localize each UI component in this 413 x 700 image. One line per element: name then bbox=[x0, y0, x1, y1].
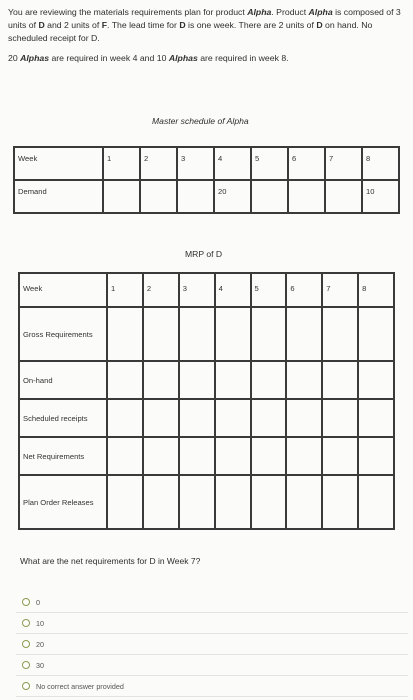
radio-icon[interactable] bbox=[22, 661, 30, 669]
demand-cell: 10 bbox=[362, 180, 399, 213]
intro-text: and 2 units of bbox=[44, 20, 102, 30]
master-schedule-title: Master schedule of Alpha bbox=[152, 116, 249, 126]
intro-text: are required in week 4 and 10 bbox=[49, 53, 169, 63]
week-cell: 5 bbox=[251, 147, 288, 180]
question-text: What are the net requirements for D in Week 7? bbox=[20, 556, 201, 566]
mrp-cell[interactable] bbox=[143, 307, 179, 361]
mrp-cell[interactable] bbox=[215, 307, 251, 361]
mrp-cell[interactable] bbox=[358, 437, 394, 475]
gross-requirements-label: Gross Requirements bbox=[19, 307, 107, 361]
mrp-cell[interactable] bbox=[286, 307, 322, 361]
mrp-week-cell: 2 bbox=[143, 273, 179, 307]
mrp-week-cell: 7 bbox=[322, 273, 358, 307]
mrp-cell[interactable] bbox=[322, 307, 358, 361]
mrp-cell[interactable] bbox=[251, 307, 287, 361]
mrp-cell[interactable] bbox=[215, 475, 251, 529]
demand-cell: 20 bbox=[214, 180, 251, 213]
answer-label: 30 bbox=[36, 660, 44, 670]
week-cell: 6 bbox=[288, 147, 325, 180]
mrp-cell[interactable] bbox=[215, 399, 251, 437]
radio-icon[interactable] bbox=[22, 640, 30, 648]
mrp-cell[interactable] bbox=[107, 437, 143, 475]
master-schedule-table bbox=[13, 146, 400, 214]
intro-text: on hand. No scheduled receipt for D. bbox=[8, 20, 373, 43]
answer-option-none[interactable] bbox=[16, 676, 408, 697]
mrp-gross-row bbox=[19, 307, 394, 361]
mrp-cell[interactable] bbox=[143, 361, 179, 399]
intro-text: Alpha bbox=[308, 7, 333, 17]
answer-option-20[interactable] bbox=[16, 634, 408, 655]
answer-label: 10 bbox=[36, 618, 44, 628]
radio-icon[interactable] bbox=[22, 682, 30, 690]
mrp-week-row bbox=[19, 273, 394, 307]
intro-paragraph-1 bbox=[8, 6, 408, 45]
mrp-net-row bbox=[19, 437, 394, 475]
week-cell: 2 bbox=[140, 147, 177, 180]
mrp-cell[interactable] bbox=[322, 475, 358, 529]
master-schedule-demand-row bbox=[14, 180, 399, 213]
mrp-week-label: Week bbox=[19, 273, 107, 307]
intro-paragraph-2 bbox=[8, 52, 408, 65]
mrp-cell[interactable] bbox=[251, 475, 287, 529]
mrp-cell[interactable] bbox=[322, 437, 358, 475]
mrp-week-cell: 8 bbox=[358, 273, 394, 307]
intro-text: is one week. There are 2 units of bbox=[185, 20, 317, 30]
mrp-cell[interactable] bbox=[215, 437, 251, 475]
mrp-cell[interactable] bbox=[286, 437, 322, 475]
mrp-cell[interactable] bbox=[286, 361, 322, 399]
mrp-cell[interactable] bbox=[143, 437, 179, 475]
answer-option-10[interactable] bbox=[16, 613, 408, 634]
mrp-cell[interactable] bbox=[107, 361, 143, 399]
mrp-cell[interactable] bbox=[286, 475, 322, 529]
intro-text: D bbox=[316, 20, 323, 30]
intro-text: 20 bbox=[8, 53, 21, 63]
mrp-table bbox=[18, 272, 395, 530]
demand-label: Demand bbox=[14, 180, 103, 213]
mrp-week-cell: 5 bbox=[251, 273, 287, 307]
intro-text: are required in week 8. bbox=[197, 53, 289, 63]
intro-text: F bbox=[101, 20, 108, 30]
demand-cell bbox=[288, 180, 325, 213]
intro-text: . The lead time for bbox=[107, 20, 180, 30]
plan-order-releases-label: Plan Order Releases bbox=[19, 475, 107, 529]
mrp-cell[interactable] bbox=[143, 399, 179, 437]
mrp-cell[interactable] bbox=[179, 475, 215, 529]
mrp-onhand-row bbox=[19, 361, 394, 399]
mrp-cell[interactable] bbox=[107, 399, 143, 437]
week-cell: 1 bbox=[103, 147, 140, 180]
mrp-cell[interactable] bbox=[143, 475, 179, 529]
week-label: Week bbox=[14, 147, 103, 180]
answer-label: 0 bbox=[36, 597, 40, 607]
intro-text: Alpha bbox=[247, 7, 272, 17]
intro-text: Alphas bbox=[168, 53, 198, 63]
mrp-week-cell: 3 bbox=[179, 273, 215, 307]
intro-text: You are reviewing the materials requirements plan for product bbox=[8, 7, 248, 17]
demand-cell bbox=[325, 180, 362, 213]
intro-text: D bbox=[38, 20, 45, 30]
answer-option-30[interactable] bbox=[16, 655, 408, 676]
answer-option-0[interactable] bbox=[16, 592, 408, 613]
mrp-cell[interactable] bbox=[358, 475, 394, 529]
radio-icon[interactable] bbox=[22, 598, 30, 606]
scheduled-receipts-label: Scheduled receipts bbox=[19, 399, 107, 437]
mrp-week-cell: 4 bbox=[215, 273, 251, 307]
mrp-cell[interactable] bbox=[251, 437, 287, 475]
radio-icon[interactable] bbox=[22, 619, 30, 627]
week-cell: 7 bbox=[325, 147, 362, 180]
intro-text: D bbox=[179, 20, 186, 30]
demand-cell bbox=[177, 180, 214, 213]
mrp-cell[interactable] bbox=[251, 399, 287, 437]
problem-statement bbox=[8, 6, 408, 65]
demand-cell bbox=[103, 180, 140, 213]
master-schedule-week-row bbox=[14, 147, 399, 180]
mrp-cell[interactable] bbox=[322, 399, 358, 437]
mrp-cell[interactable] bbox=[358, 307, 394, 361]
answer-label: 20 bbox=[36, 639, 44, 649]
mrp-cell[interactable] bbox=[179, 399, 215, 437]
on-hand-label: On-hand bbox=[19, 361, 107, 399]
answer-options bbox=[16, 592, 408, 697]
intro-text: is composed of 3 units of bbox=[8, 7, 401, 30]
mrp-cell[interactable] bbox=[251, 361, 287, 399]
mrp-week-cell: 6 bbox=[286, 273, 322, 307]
mrp-cell[interactable] bbox=[322, 361, 358, 399]
week-cell: 3 bbox=[177, 147, 214, 180]
mrp-cell[interactable] bbox=[215, 361, 251, 399]
net-requirements-label: Net Requirements bbox=[19, 437, 107, 475]
mrp-week-cell: 1 bbox=[107, 273, 143, 307]
mrp-cell[interactable] bbox=[107, 307, 143, 361]
mrp-cell[interactable] bbox=[107, 475, 143, 529]
mrp-title: MRP of D bbox=[185, 249, 223, 259]
intro-text: Alphas bbox=[20, 53, 50, 63]
answer-label: No correct answer provided bbox=[36, 681, 124, 691]
mrp-cell[interactable] bbox=[358, 361, 394, 399]
week-cell: 4 bbox=[214, 147, 251, 180]
mrp-cell[interactable] bbox=[358, 399, 394, 437]
demand-cell bbox=[251, 180, 288, 213]
mrp-cell[interactable] bbox=[286, 399, 322, 437]
intro-text: . Product bbox=[271, 7, 309, 17]
mrp-cell[interactable] bbox=[179, 307, 215, 361]
mrp-plan-row bbox=[19, 475, 394, 529]
mrp-scheduled-row bbox=[19, 399, 394, 437]
week-cell: 8 bbox=[362, 147, 399, 180]
mrp-cell[interactable] bbox=[179, 437, 215, 475]
mrp-cell[interactable] bbox=[179, 361, 215, 399]
demand-cell bbox=[140, 180, 177, 213]
